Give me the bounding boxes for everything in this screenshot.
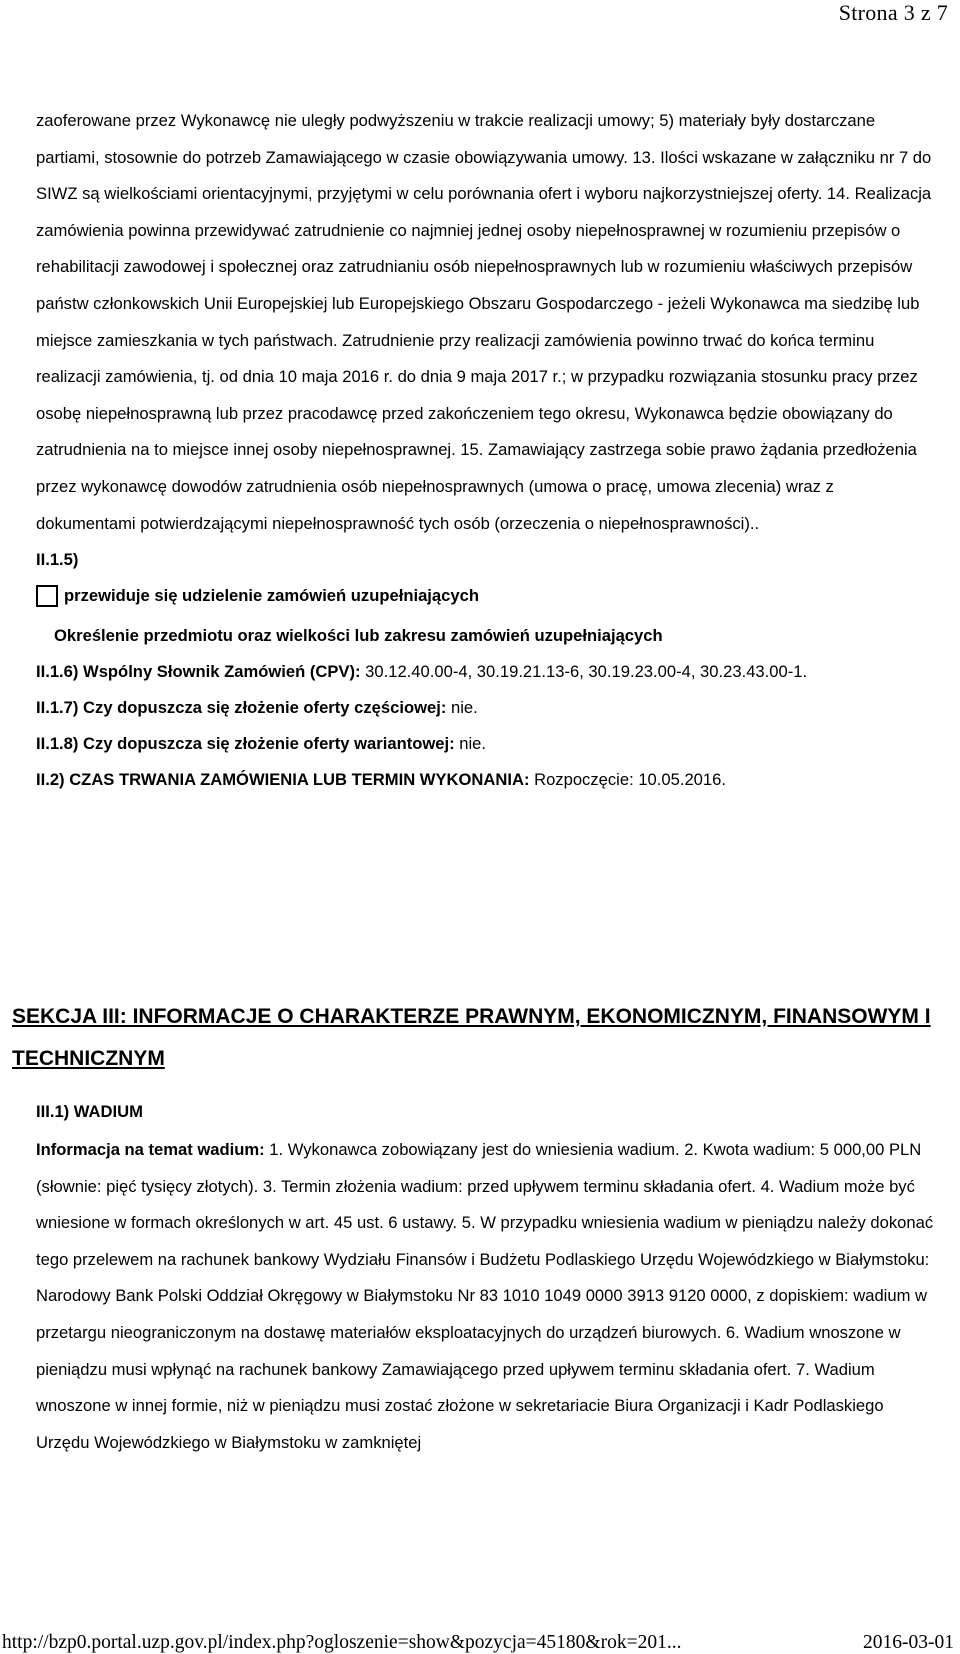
partial-offer-value: nie. xyxy=(446,698,478,718)
partial-offer-row xyxy=(36,690,936,726)
section-ii-1-5-label: II.1.5) xyxy=(36,550,79,570)
footer-url: http://bzp0.portal.uzp.gov.pl/index.php?ogloszenie=show&pozycja=45180&rok=201... xyxy=(2,1632,682,1653)
section-iii-content xyxy=(36,1094,936,1461)
wadium-info-text: 1. Wykonawca zobowiązany jest do wniesienia wadium. 2. Kwota wadium: 5 000,00 PLN (słownie: pięć tysięcy złotych). 3. Termin złożenia wadium: przed upływem terminu składania ofert. 4. Wadium może być wniesione w formach określonych w art. 45 ust. 6 ustawy. 5. W przypadku wniesienia wadium w pieniądzu należy dokonać tego przelewem na rachunek bankowy Wydziału Finansów i Budżetu Podlaskiego Urzędu Wojewódzkiego w Białymstoku: Narodowy Bank Polski Oddział Okręgowy w Białymstoku Nr 83 1010 1049 0000 3913 9120 0000, z dopiskiem: wadium w przetargu nieograniczonym na dostawę materiałów eksploatacyjnych do urządzeń biurowych. 6. Wadium wnoszone w pieniądzu musi wpłynąć na rachunek bankowy Zamawiającego przed upływem terminu składania ofert. 7. Wadium wnoszone w innej formie, niż w pieniądzu musi zostać złożone w sekretariacie Biura Organizacji i Kadr Podlaskiego Urzędu Wojewódzkiego w Białymstoku w zamkniętej xyxy=(36,1140,934,1452)
wadium-heading: III.1) WADIUM xyxy=(36,1102,143,1121)
cpv-label: II.1.6) Wspólny Słownik Zamówień (CPV): xyxy=(36,662,361,682)
variant-offer-value: nie. xyxy=(454,734,487,754)
duration-label: II.2) CZAS TRWANIA ZAMÓWIENIA LUB TERMIN WYKONANIA: xyxy=(36,770,530,790)
wadium-info-label: Informacja na temat wadium: xyxy=(36,1140,265,1159)
wadium-paragraph xyxy=(36,1132,936,1461)
supplementary-orders-label: przewiduje się udzielenie zamówień uzupełniających xyxy=(64,586,479,606)
supplementary-orders-option xyxy=(36,580,936,612)
body-paragraph: zaoferowane przez Wykonawcę nie uległy podwyższeniu w trakcie realizacji umowy; 5) materiały były dostarczane partiami, stosownie do potrzeb Zamawiającego w czasie obowiązywania umowy. 13. Ilości wskazane w załączniku nr 7 do SIWZ są wielkościami orientacyjnymi, przyjętymi w celu porównania ofert i wyboru najkorzystniejszej oferty. 14. Realizacja zamówienia powinna przewidywać zatrudnienie co najmniej jednej osoby niepełnosprawnej w rozumieniu przepisów o rehabilitacji zawodowej i społecznej oraz zatrudnianiu osób niepełnosprawnych lub w rozumieniu właściwych przepisów państw członkowskich Unii Europejskiej lub Europejskiego Obszaru Gospodarczego - jeżeli Wykonawca ma siedzibę lub miejsce zamieszkania w tych państwach. Zatrudnienie przy realizacji zamówienia powinno trwać do końca terminu realizacji zamówienia, tj. od dnia 10 maja 2016 r. do dnia 9 maja 2017 r.; w przypadku rozwiązania stosunku pracy przez osobę niepełnosprawną lub przez pracodawcę przed zakończeniem tego okresu, Wykonawca będzie obowiązany do zatrudnienia na to miejsce innej osoby niepełnosprawnej. 15. Zamawiający zastrzega sobie prawo żądania przedłożenia przez wykonawcę dowodów zatrudnienia osób niepełnosprawnych (umowa o pracę, umowa zlecenia) wraz z dokumentami potwierdzającymi niepełnosprawność tych osób (orzeczenia o niepełnosprawności).. xyxy=(36,111,932,533)
main-content xyxy=(36,103,936,798)
supplementary-orders-checkbox xyxy=(36,585,58,607)
page-number: Strona 3 z 7 xyxy=(838,0,948,25)
page-footer xyxy=(0,1628,960,1654)
variant-offer-row xyxy=(36,726,936,762)
partial-offer-label: II.1.7) Czy dopuszcza się złożenie oferty częściowej: xyxy=(36,698,447,718)
variant-offer-label: II.1.8) Czy dopuszcza się złożenie oferty wariantowej: xyxy=(36,734,455,754)
supplementary-orders-subheading: Określenie przedmiotu oraz wielkości lub zakresu zamówień uzupełniających xyxy=(54,626,663,646)
cpv-row xyxy=(36,654,936,690)
duration-row xyxy=(36,762,936,798)
section-iii-title: SEKCJA III: INFORMACJE O CHARAKTERZE PRAWNYM, EKONOMICZNYM, FINANSOWYM I TECHNICZNYM xyxy=(12,1005,931,1070)
cpv-value: 30.12.40.00-4, 30.19.21.13-6, 30.19.23.00-4, 30.23.43.00-1. xyxy=(360,662,808,682)
footer-date: 2016-03-01 xyxy=(863,1632,954,1653)
duration-value: Rozpoczęcie: 10.05.2016. xyxy=(529,770,726,790)
